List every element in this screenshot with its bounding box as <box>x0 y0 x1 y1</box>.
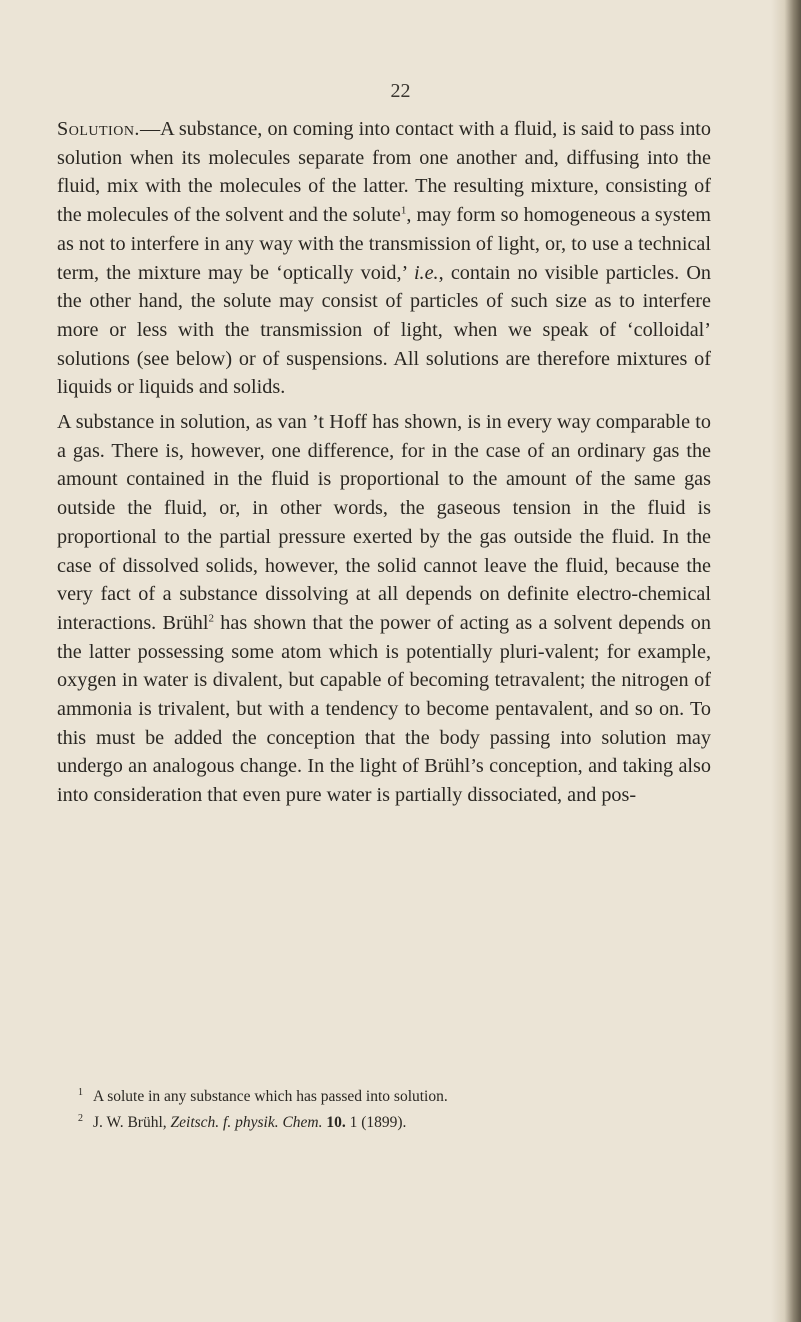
footnote-ref-2: 2 <box>208 612 214 625</box>
footnotes <box>78 1082 728 1134</box>
body-text <box>57 115 711 810</box>
page-edge-shadow <box>771 0 801 1322</box>
footnote-2: $^2$ J. W. Brühl, Zeitsch. f. physik. Chem. 10. 1 (1899). <box>78 1113 407 1132</box>
paragraph-gas-comparison: A substance in solution, as van ’t Hoff has shown, is in every way comparable to a gas. There is, however, one difference, for in the case of an ordinary gas the amount contained in the fluid is proportional to the amount of the same gas outside the fluid, or, in other words, the gaseous tension in the fluid is proportional to the partial pressure exerted by the gas outside the fluid. In the case of dissolved solids, however, the solid cannot leave the fluid, because the very fact of a substance dissolving at all depends on definite electro-chemical interactions. Brühl$^2$ has shown that the power of acting as a solvent depends on the latter possessing some atom which is potentially pluri-valent; for example, oxygen in water is divalent, but capable of becoming tetravalent; the nitrogen of ammonia is trivalent, but with a tendency to become pentavalent, and so on. To this must be added the conception that the body passing into solution may undergo an analogous change. In the light of Brühl’s conception, and taking also into consideration that even pure water is partially dissociated, and pos- <box>57 411 711 807</box>
footnote-ref-1: 1 <box>400 204 407 217</box>
page-number: 22 <box>390 80 411 102</box>
term-heading: Solution. <box>57 118 140 140</box>
footnote-1: $^1$ A solute in any substance which has passed into solution. <box>78 1087 448 1106</box>
paragraph-solution: Solution.—A substance, on coming into contact with a fluid, is said to pass into solution when its molecules separate from one another and, diffusing into the fluid, mix with the molecules of the latter. The resulting mixture, consisting of the molecules of the solvent and the solute$^1$, may form so homogeneous a system as not to interfere in any way with the transmission of light, or, to use a technical term, the mixture may be ‘optically void,’ i.e., contain no visible particles. On the other hand, the solute may consist of particles of such size as to interfere more or less with the transmission of light, when we speak of ‘colloidal’ solutions (see below) or of suspensions. All solutions are therefore mixtures of liquids or liquids and solids. <box>57 118 711 399</box>
